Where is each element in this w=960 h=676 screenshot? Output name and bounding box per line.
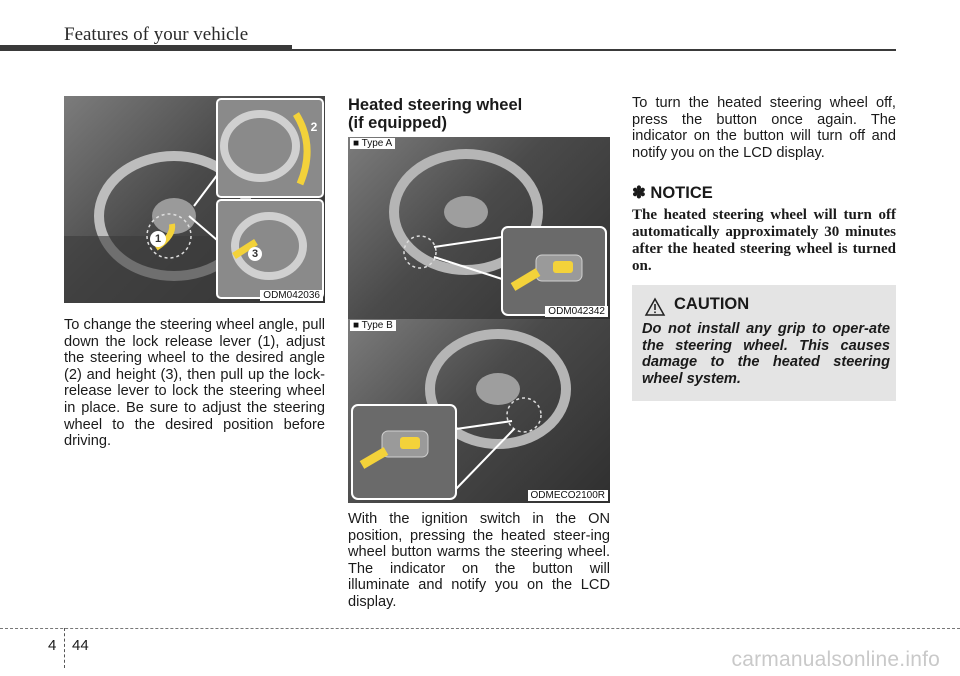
notice-text: The heated steering wheel will turn off automatically approximately 30 minutes after the heated steering wheel is turned on. [632, 207, 896, 274]
type-b-illustration [348, 319, 610, 503]
type-a-code-label: ODM042342 [545, 306, 608, 317]
section-heading [348, 96, 610, 132]
heated-wheel-paragraph: With the ignition switch in the ON position, pressing the heated steer-ing wheel button warms the steering wheel. The indicator on the button will illuminate and notify you on the LCD display. [348, 511, 610, 610]
callout-2: 2 [310, 120, 318, 134]
steering-adjust-paragraph: To change the steering wheel angle, pull down the lock release lever (1), adjust the steering wheel to the desired angle (2) and height (3), then pull up the lock-release lever to lock the steering wheel in place. Be sure to adjust the steering wheel to the desired position before driving. [64, 317, 325, 450]
warning-icon [644, 297, 666, 317]
type-a-tag: ■ Type A [350, 138, 395, 149]
notice-heading: ✽ NOTICE [632, 184, 713, 202]
type-b-code-label: ODMECO2100R [528, 490, 608, 501]
page-number: 44 [72, 637, 89, 654]
image-code-label: ODM042036 [260, 290, 323, 301]
page-header-title: Features of your vehicle [64, 24, 249, 45]
type-b-tag: ■ Type B [350, 320, 396, 331]
header-rule [292, 49, 896, 51]
callout-1: 1 [150, 231, 166, 247]
caution-title: CAUTION [674, 295, 750, 313]
caution-box [632, 285, 896, 401]
type-a-illustration [348, 137, 610, 319]
watermark: carmanualsonline.info [731, 648, 940, 671]
caution-text: Do not install any grip to oper-ate the steering wheel. This causes damage to the heated steering wheel system. [642, 321, 890, 387]
turn-off-paragraph: To turn the heated steering wheel off, press the button once again. The indicator on the button will turn off and notify you on the LCD display. [632, 95, 896, 161]
heading-line-1: Heated steering wheel [348, 96, 523, 114]
steering-adjust-illustration [64, 96, 325, 303]
heading-line-2: (if equipped) [348, 114, 447, 132]
footer-rule [0, 628, 960, 629]
chapter-number: 4 [48, 637, 57, 654]
header-bar [0, 45, 292, 51]
callout-3: 3 [248, 247, 262, 261]
footer-divider [64, 628, 65, 668]
